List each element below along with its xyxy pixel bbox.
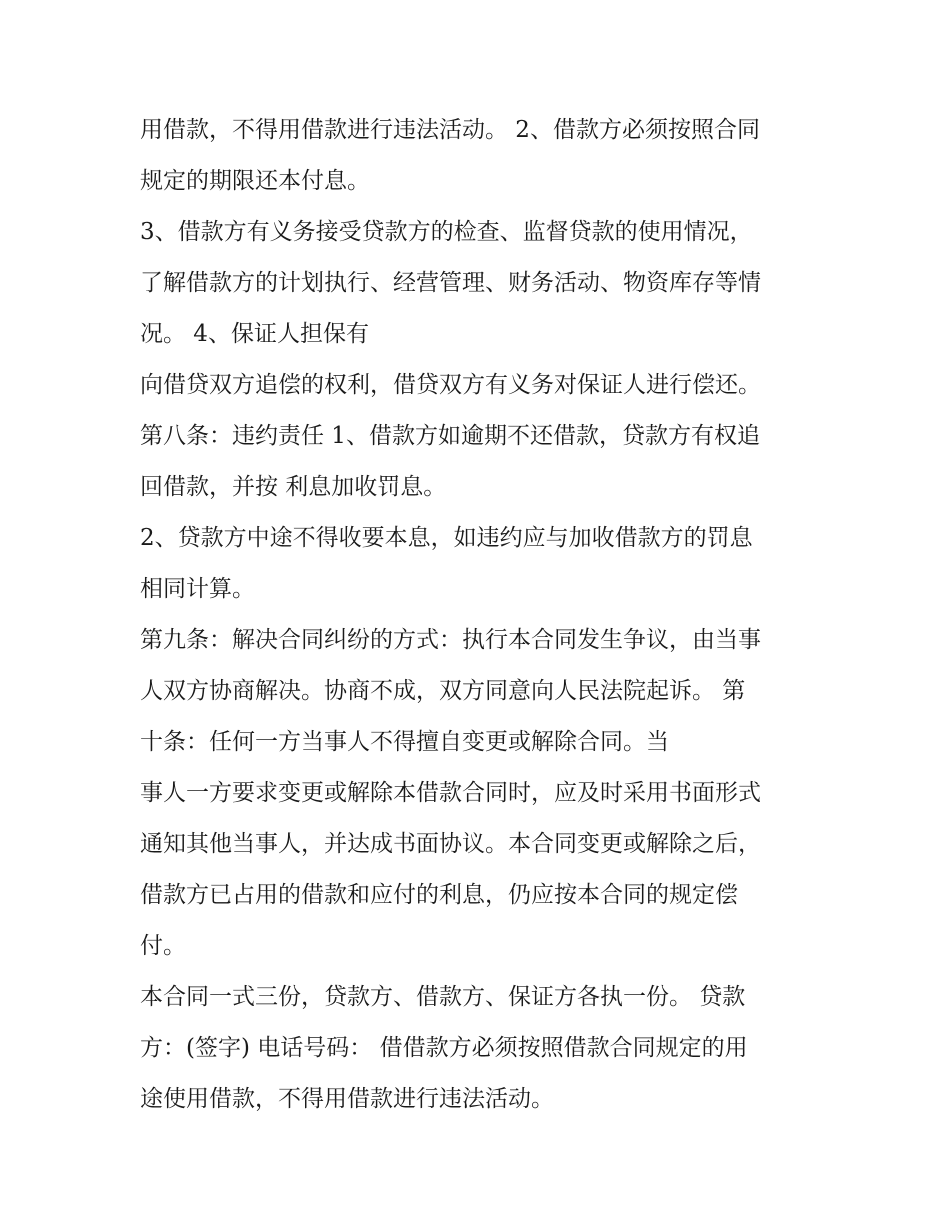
text-line: 3、借款方有义务接受贷款方的检查、监督贷款的使用情况， <box>140 219 753 245</box>
text-line: 第九条：解决合同纠纷的方式：执行本合同发生争议，由当事 <box>140 627 761 653</box>
text-line: 途使用借款，不得用借款进行违法活动。 <box>140 1086 554 1112</box>
text-line: 付。 <box>140 933 186 959</box>
text-line: 本合同一式三份，贷款方、借款方、保证方各执一份。 贷款 <box>140 984 746 1010</box>
text-line: 事人一方要求变更或解除本借款合同时，应及时采用书面形式 <box>140 780 761 806</box>
text-line: 向借贷双方追偿的权利，借贷双方有义务对保证人进行偿还。 <box>140 372 761 398</box>
text-line: 规定的期限还本付息。 <box>140 168 370 194</box>
text-line: 方：(签字) 电话号码： 借借款方必须按照借款合同规定的用 <box>140 1035 748 1061</box>
text-line: 况。 4、保证人担保有 <box>140 321 369 347</box>
text-line: 第八条：违约责任 1、借款方如逾期不还借款，贷款方有权追 <box>140 423 760 449</box>
text-line: 2、贷款方中途不得收要本息，如违约应与加收借款方的罚息 <box>140 525 753 551</box>
text-line: 人双方协商解决。协商不成，双方同意向人民法院起诉。 第 <box>140 678 746 704</box>
text-line: 回借款，并按 利息加收罚息。 <box>140 474 447 500</box>
text-line: 十条：任何一方当事人不得擅自变更或解除合同。当 <box>140 729 669 755</box>
text-line: 相同计算。 <box>140 576 255 602</box>
contract-text <box>140 108 830 1128</box>
text-line: 借款方已占用的借款和应付的利息，仍应按本合同的规定偿 <box>140 882 738 908</box>
text-line: 通知其他当事人，并达成书面协议。本合同变更或解除之后， <box>140 831 761 857</box>
text-line: 了解借款方的计划执行、经营管理、财务活动、物资库存等情 <box>140 270 761 296</box>
text-line: 用借款，不得用借款进行违法活动。 2、借款方必须按照合同 <box>140 117 760 143</box>
